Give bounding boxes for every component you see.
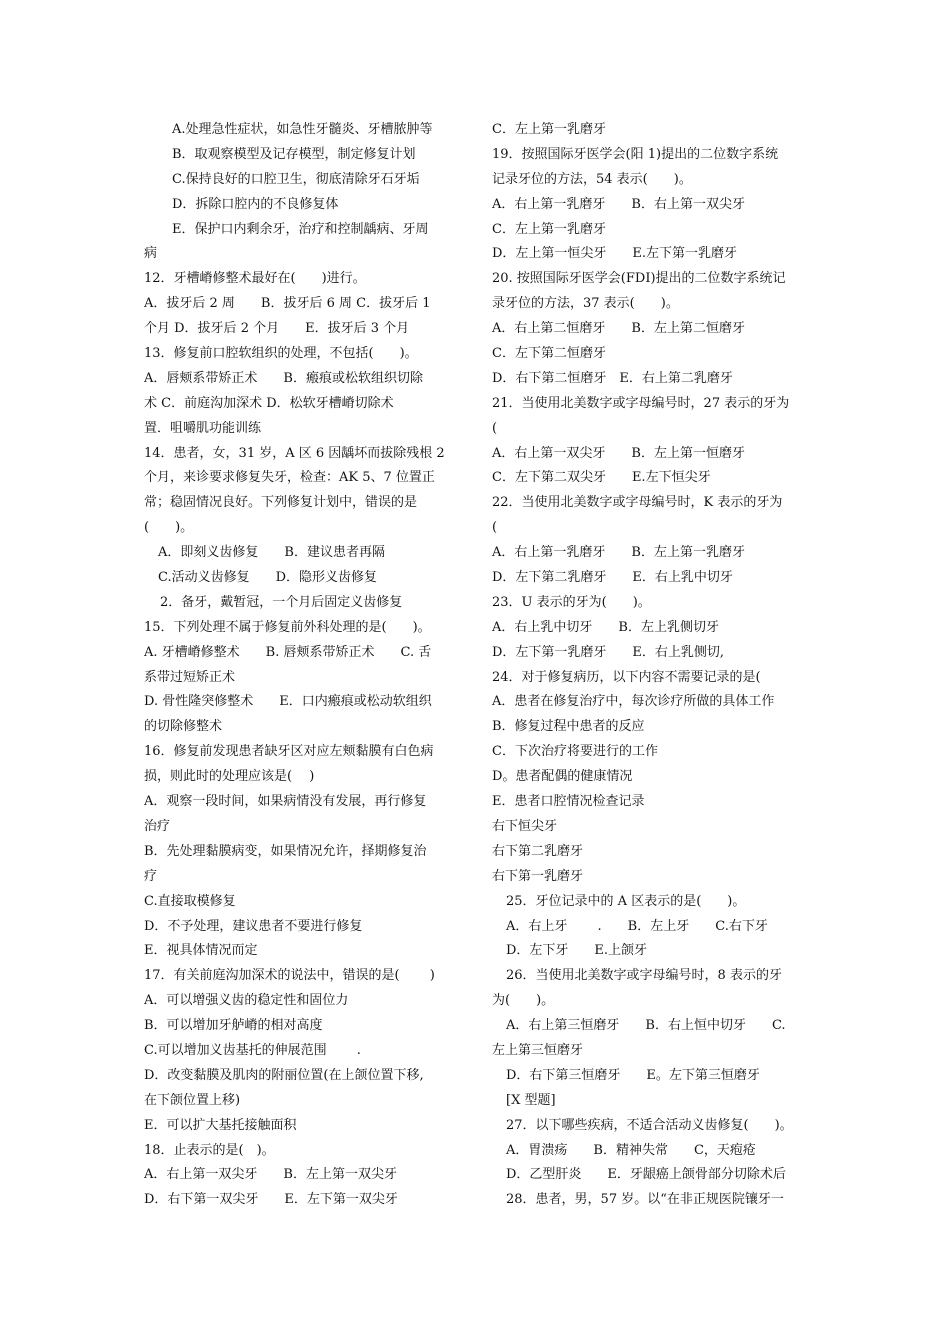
right-column-text-line: 为( )。 bbox=[492, 993, 555, 1009]
left-column-text-line: D．右下第一双尖牙 E．左下第一双尖牙 bbox=[144, 1192, 398, 1208]
left-column-text-line: A. 牙槽嵴修整术 B. 唇颊系带矫正术 C. 舌 bbox=[144, 644, 432, 660]
right-column-text-line: D．乙型肝炎 E．牙龈癌上颌骨部分切除术后 bbox=[506, 1167, 786, 1183]
left-column-text-line: 在下颌位置上移) bbox=[144, 1092, 241, 1108]
right-column-text-line: 22．当使用北美数字或字母编号时，K 表示的牙为 bbox=[492, 495, 783, 511]
left-column-text-line: 14．患者，女，31 岁，A 区 6 因龋坏而拔除残根 2 bbox=[144, 445, 445, 461]
right-column-text-line: D．左下第一乳磨牙 E．右上乳侧切, bbox=[492, 644, 725, 660]
left-column-text-line: 16．修复前发现患者缺牙区对应左颊黏膜有白色病 bbox=[144, 744, 434, 760]
right-column-text-line: 记录牙位的方法，54 表示( )。 bbox=[492, 171, 692, 187]
right-column-text-line: ( bbox=[492, 420, 498, 436]
right-column-text-line: A．右上第一乳磨牙 B．左上第一乳磨牙 bbox=[492, 545, 745, 561]
right-column-text-line: D．左下第二乳磨牙 E．右上乳中切牙 bbox=[492, 570, 733, 586]
right-column-text-line: 27．以下哪些疾病，不适合活动义齿修复( )。 bbox=[506, 1117, 793, 1133]
left-column-text-line: 2．备牙，戴暂冠，一个月后固定义齿修复 bbox=[160, 594, 403, 610]
left-column-text-line: 18．止表示的是( )。 bbox=[144, 1142, 275, 1158]
left-column-text-line: D．拆除口腔内的不良修复体 bbox=[172, 196, 339, 212]
right-column-text-line: D．左上第一恒尖牙 E.左下第一乳磨牙 bbox=[492, 246, 738, 262]
left-column-text-line: C.可以增加义齿基托的伸展范围 . bbox=[144, 1042, 361, 1058]
left-column bbox=[144, 118, 462, 1213]
left-column-text-line: A．可以增强义齿的稳定性和固位力 bbox=[144, 993, 349, 1009]
left-column-text-line: 12．牙槽嵴修整术最好在( )进行。 bbox=[144, 271, 366, 287]
right-column-text-line: 右下第二乳磨牙 bbox=[492, 843, 584, 859]
right-column-text-line: A．右上第三恒磨牙 B．右上恒中切牙 C. bbox=[506, 1018, 786, 1034]
right-column-text-line: D。患者配偶的健康情况 bbox=[492, 769, 633, 785]
right-column bbox=[492, 118, 810, 1213]
left-column-text-line: 13．修复前口腔软组织的处理，不包括( )。 bbox=[144, 346, 418, 362]
right-column-text-line: A．右上第一乳磨牙 B．右上第一双尖牙 bbox=[492, 196, 745, 212]
right-column-text-line: C．下次治疗将要进行的工作 bbox=[492, 744, 658, 760]
left-column-text-line: 置．咀嚼肌功能训练 bbox=[144, 420, 262, 436]
left-column-text-line: 系带过短矫正术 bbox=[144, 669, 236, 685]
right-column-text-line: 26．当使用北美数字或字母编号时，8 表示的牙 bbox=[506, 968, 782, 984]
right-column-text-line: A．右上牙 . B．左上牙 C.右下牙 bbox=[506, 918, 768, 934]
right-column-text-line: [X 型题] bbox=[506, 1092, 556, 1108]
left-column-text-line: 损，则此时的处理应该是( ) bbox=[144, 769, 315, 785]
right-column-text-line: D．右下第二恒磨牙 E．右上第二乳磨牙 bbox=[492, 370, 733, 386]
left-column-text-line: D．改变黏膜及肌肉的附丽位置(在上颌位置下移, bbox=[144, 1067, 424, 1083]
right-column-text-line: 左上第三恒磨牙 bbox=[492, 1042, 584, 1058]
right-column-text-line: D．右下第三恒磨牙 E。左下第三恒磨牙 bbox=[506, 1067, 760, 1083]
left-column-text-line: A．拔牙后 2 周 B．拔牙后 6 周 C．拔牙后 1 bbox=[144, 296, 431, 312]
left-column-text-line: 常；稳固情况良好。下列修复计划中，错误的是 bbox=[144, 495, 418, 511]
left-column-text-line: 疗 bbox=[144, 868, 158, 884]
left-column-text-line: 术 C．前庭沟加深术 D．松软牙槽嵴切除术 bbox=[144, 395, 394, 411]
right-column-text-line: ( bbox=[492, 520, 498, 536]
right-column-text-line: 21．当使用北美数字或字母编号时，27 表示的牙为 bbox=[492, 395, 790, 411]
right-column-text-line: 录牙位的方法，37 表示( )。 bbox=[492, 296, 679, 312]
right-column-text-line: D．左下牙 E.上颌牙 bbox=[506, 943, 648, 959]
left-column-text-line: B．可以增加牙舻嵴的相对高度 bbox=[144, 1018, 323, 1034]
right-column-text-line: 右下恒尖牙 bbox=[492, 818, 558, 834]
right-column-text-line: 24．对于修复病历，以下内容不需要记录的是( bbox=[492, 669, 761, 685]
left-column-text-line: A．唇颊系带矫正术 B．瘢痕或松软组织切除 bbox=[144, 370, 423, 386]
right-column-text-line: 右下第一乳磨牙 bbox=[492, 868, 584, 884]
right-column-text-line: A．右上乳中切牙 B．左上乳侧切牙 bbox=[492, 619, 719, 635]
left-column-text-line: E．视具体情况而定 bbox=[144, 943, 258, 959]
left-column-text-line: C.直接取模修复 bbox=[144, 893, 236, 909]
right-column-text-line: A．右上第二恒磨牙 B．左上第二恒磨牙 bbox=[492, 321, 745, 337]
left-column-text-line: C.活动义齿修复 D．隐形义齿修复 bbox=[158, 570, 378, 586]
left-column-text-line: 15．下列处理不属于修复前外科处理的是( )。 bbox=[144, 619, 431, 635]
right-column-text-line: E．患者口腔情况检查记录 bbox=[492, 794, 645, 810]
left-column-text-line: ( )。 bbox=[144, 520, 194, 536]
left-column-text-line: 17．有关前庭沟加深术的说法中，错误的是( ) bbox=[144, 968, 435, 984]
left-column-text-line: A．右上第一双尖牙 B．左上第一双尖牙 bbox=[144, 1167, 397, 1183]
right-column-text-line: C．左上第一乳磨牙 bbox=[492, 221, 606, 237]
left-column-text-line: 治疗 bbox=[144, 818, 171, 834]
right-column-text-line: A．患者在修复治疗中，每次诊疗所做的具体工作 bbox=[492, 694, 775, 710]
left-column-text-line: B．先处理黏膜病变，如果情况允许，择期修复治 bbox=[144, 843, 427, 859]
left-column-text-line: A．即刻义齿修复 B．建议患者再隔 bbox=[158, 545, 385, 561]
right-column-text-line: 28．患者，男，57 岁。以“在非正规医院镶牙一 bbox=[506, 1192, 784, 1208]
left-column-text-line: 的切除修整术 bbox=[144, 719, 223, 735]
right-column-text-line: 25．牙位记录中的 A 区表示的是( )。 bbox=[506, 893, 746, 909]
right-column-text-line: 19．按照国际牙医学会(阳 1)提出的二位数字系统 bbox=[492, 146, 779, 162]
left-column-text-line: D．不予处理，建议患者不要进行修复 bbox=[144, 918, 363, 934]
right-column-text-line: A．胃溃疡 B．精神失常 C，天疱疮 bbox=[506, 1142, 756, 1158]
left-column-text-line: E．可以扩大基托接触面积 bbox=[144, 1117, 297, 1133]
left-column-text-line: 个月 D．拔牙后 2 个月 E．拔牙后 3 个月 bbox=[144, 321, 410, 337]
left-column-text-line: D. 骨性隆突修整术 E．口内瘢痕或松动软组织 bbox=[144, 694, 432, 710]
right-column-text-line: C．左上第一乳磨牙 bbox=[492, 122, 606, 137]
right-column-text-line: C．左下第二双尖牙 E.左下恒尖牙 bbox=[492, 470, 711, 486]
right-column-text-line: C．左下第二恒磨牙 bbox=[492, 346, 606, 362]
left-column-text-line: A.处理急性症状，如急性牙髓炎、牙槽脓肿等 bbox=[172, 122, 433, 137]
right-column-text-line: 23．U 表示的牙为( )。 bbox=[492, 594, 651, 610]
left-column-text-line: 个月，来诊要求修复失牙，检查：AK 5、7 位置正 bbox=[144, 470, 435, 486]
left-column-text-line: B．取观察模型及记存模型，制定修复计划 bbox=[172, 146, 416, 162]
right-column-text-line: B．修复过程中患者的反应 bbox=[492, 719, 645, 735]
right-column-text-line: A．右上第一双尖牙 B．左上第一恒磨牙 bbox=[492, 445, 745, 461]
left-column-text-line: 病 bbox=[144, 246, 158, 262]
left-column-text-line: E．保护口内剩余牙，治疗和控制龋病、牙周 bbox=[172, 221, 429, 237]
left-column-text-line: C.保持良好的口腔卫生，彻底清除牙石牙垢 bbox=[172, 171, 420, 187]
right-column-text-line: 20. 按照国际牙医学会(FDI)提出的二位数字系统记 bbox=[492, 271, 786, 287]
left-column-text-line: A．观察一段时间，如果病情没有发展，再行修复 bbox=[144, 794, 427, 810]
